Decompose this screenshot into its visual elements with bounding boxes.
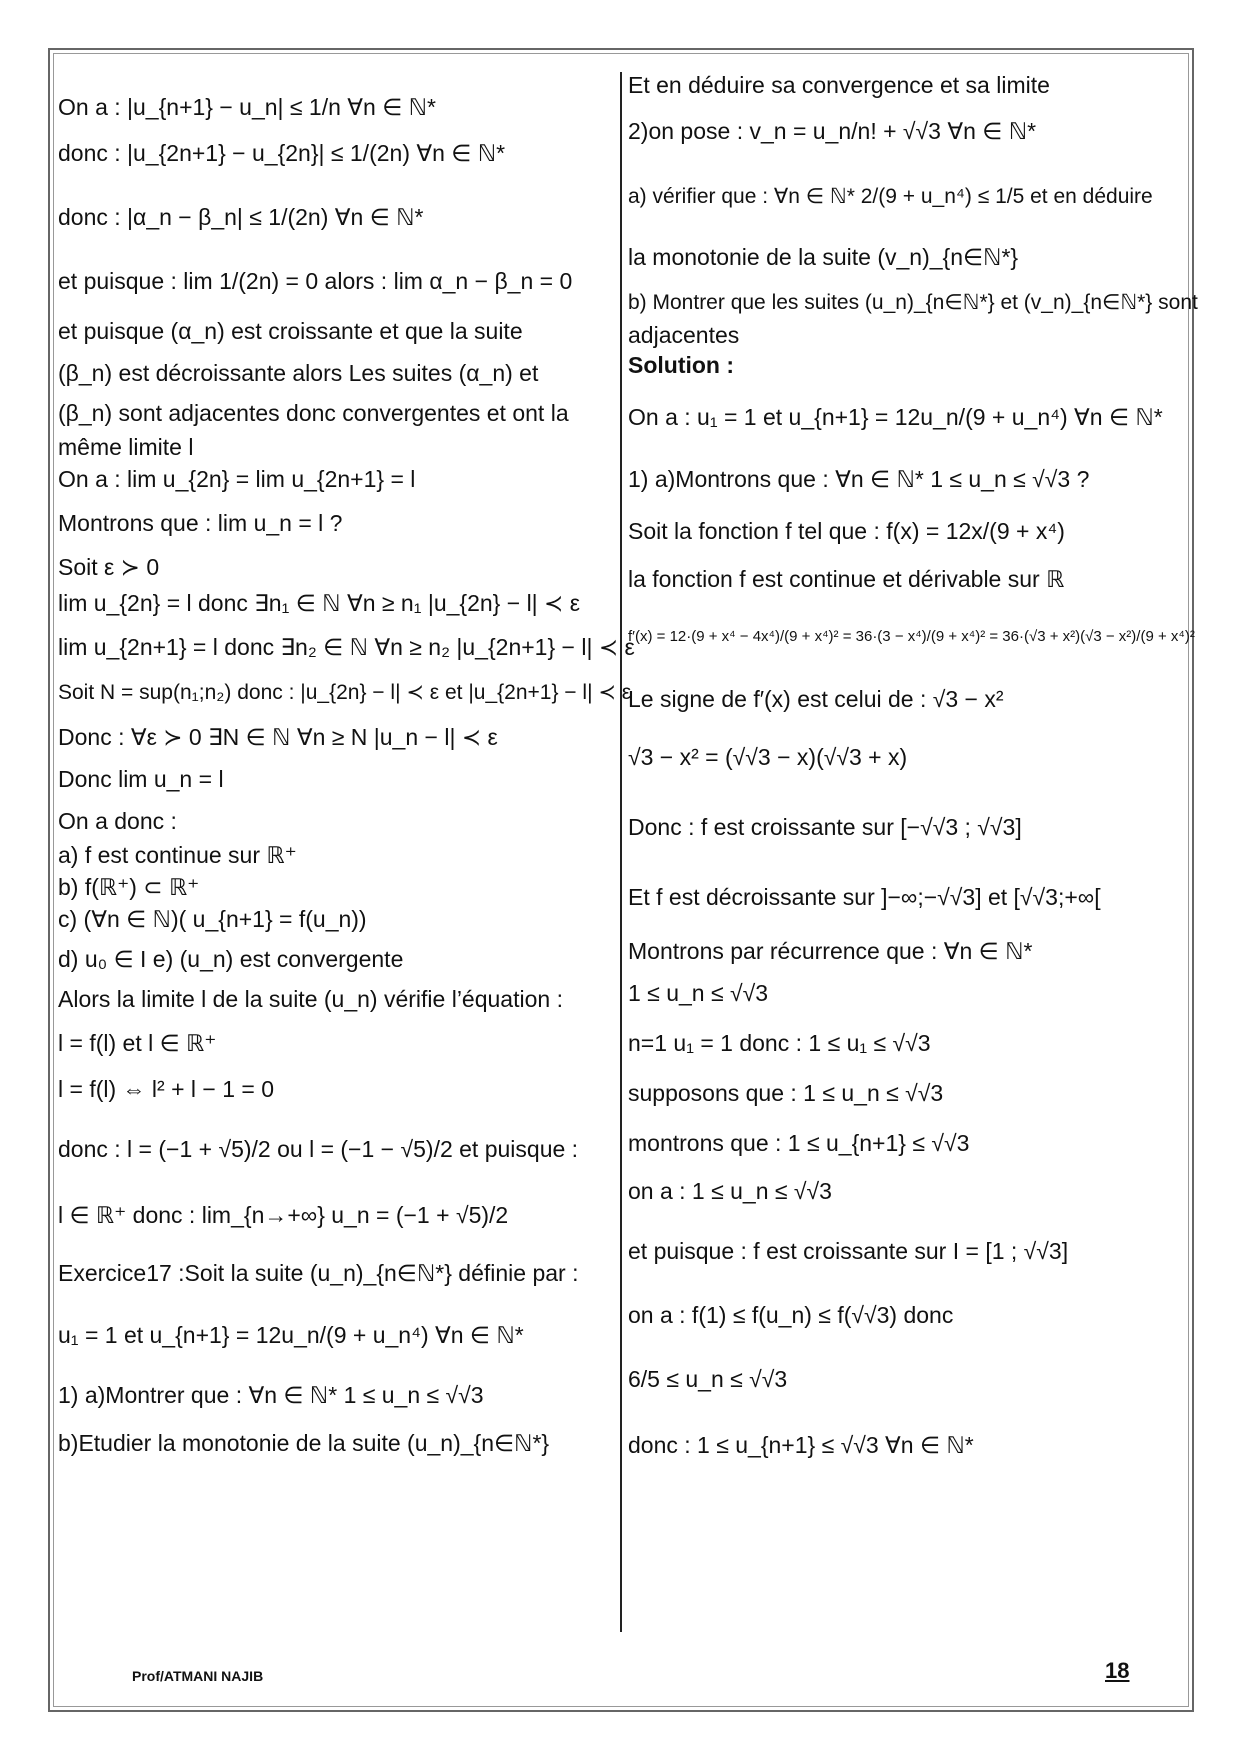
left-line-4: et puisque : lim 1/(2n) = 0 alors : lim α_n − β_n = 0 (58, 268, 573, 294)
right-line-20: supposons que : 1 ≤ u_n ≤ √√3 (628, 1080, 944, 1106)
left-line-15: Donc : ∀ε ≻ 0 ∃N ∈ ℕ ∀n ≥ N |u_n − l| ≺ ε (58, 724, 498, 750)
left-line-27: Exercice17 :Soit la suite (u_n)_{n∈ℕ*} définie par : (58, 1260, 579, 1286)
right-line-22: on a : 1 ≤ u_n ≤ √√3 (628, 1178, 832, 1204)
left-line-28: u₁ = 1 et u_{n+1} = 12u_n/(9 + u_n⁴) ∀n ∈ ℕ* (58, 1322, 524, 1348)
left-line-1: On a : |u_{n+1} − u_n| ≤ 1/n ∀n ∈ ℕ* (58, 94, 437, 120)
right-column (628, 70, 1198, 1460)
left-line-16: Donc lim u_n = l (58, 766, 224, 792)
right-line-17: Montrons par récurrence que : ∀n ∈ ℕ* (628, 938, 1033, 964)
right-line-3: a) vérifier que : ∀n ∈ ℕ* 2/(9 + u_n⁴) ≤ 1/5 et en déduire (628, 185, 1153, 208)
right-line-9: 1) a)Montrons que : ∀n ∈ ℕ* 1 ≤ u_n ≤ √√3 ? (628, 466, 1090, 492)
left-line-19: b) f(ℝ⁺) ⊂ ℝ⁺ (58, 874, 200, 900)
left-line-8: même limite l (58, 434, 194, 460)
left-line-6: (β_n) est décroissante alors Les suites (α_n) et (58, 360, 539, 386)
column-divider (620, 72, 622, 1632)
right-line-12: f′(x) = 12·(9 + x⁴ − 4x⁴)/(9 + x⁴)² = 36·(3 − x⁴)/(9 + x⁴)² = 36·(√3 + x²)(√3 − x²)/(9 + x⁴)² (628, 628, 1195, 645)
right-line-18: 1 ≤ u_n ≤ √√3 (628, 980, 769, 1006)
right-line-16: Et f est décroissante sur ]−∞;−√√3] et [√√3;+∞[ (628, 884, 1101, 910)
left-line-14: Soit N = sup(n₁;n₂) donc : |u_{2n} − l| ≺ ε et |u_{2n+1} − l| ≺ ε (58, 681, 632, 704)
right-line-24: on a : f(1) ≤ f(u_n) ≤ f(√√3) donc (628, 1302, 954, 1328)
left-line-9: On a : lim u_{2n} = lim u_{2n+1} = l (58, 466, 416, 492)
right-line-6: adjacentes (628, 322, 740, 348)
left-line-12: lim u_{2n} = l donc ∃n₁ ∈ ℕ ∀n ≥ n₁ |u_{2n} − l| ≺ ε (58, 590, 580, 616)
right-line-13: Le signe de f′(x) est celui de : √3 − x² (628, 686, 1004, 712)
right-line-15: Donc : f est croissante sur [−√√3 ; √√3] (628, 814, 1022, 840)
left-line-29: 1) a)Montrer que : ∀n ∈ ℕ* 1 ≤ u_n ≤ √√3 (58, 1382, 484, 1408)
left-line-18: a) f est continue sur ℝ⁺ (58, 842, 297, 868)
left-line-17: On a donc : (58, 808, 177, 834)
solution-heading: Solution : (628, 352, 735, 378)
left-line-23: l = f(l) et l ∈ ℝ⁺ (58, 1030, 217, 1056)
left-line-22: Alors la limite l de la suite (u_n) vérifie l’équation : (58, 986, 563, 1012)
right-line-14: √3 − x² = (√√3 − x)(√√3 + x) (628, 744, 908, 770)
left-line-3: donc : |α_n − β_n| ≤ 1/(2n) ∀n ∈ ℕ* (58, 204, 424, 230)
page-number: 18 (1105, 1658, 1130, 1683)
left-line-30: b)Etudier la monotonie de la suite (u_n)_{n∈ℕ*} (58, 1430, 550, 1456)
left-line-13: lim u_{2n+1} = l donc ∃n₂ ∈ ℕ ∀n ≥ n₂ |u_{2n+1} − l| ≺ ε (58, 634, 635, 660)
left-line-2: donc : |u_{2n+1} − u_{2n}| ≤ 1/(2n) ∀n ∈ ℕ* (58, 140, 506, 166)
left-line-20: c) (∀n ∈ ℕ)( u_{n+1} = f(u_n)) (58, 906, 367, 932)
footer-author: Prof/ATMANI NAJIB (132, 1668, 264, 1684)
right-line-2: 2)on pose : v_n = u_n/n! + √√3 ∀n ∈ ℕ* (628, 118, 1037, 144)
right-line-4: la monotonie de la suite (v_n)_{n∈ℕ*} (628, 244, 1019, 270)
left-column (58, 70, 635, 1458)
left-line-21: d) u₀ ∈ I e) (u_n) est convergente (58, 946, 404, 972)
right-line-25: 6/5 ≤ u_n ≤ √√3 (628, 1366, 788, 1392)
right-line-8: On a : u₁ = 1 et u_{n+1} = 12u_n/(9 + u_n⁴) ∀n ∈ ℕ* (628, 404, 1163, 430)
right-line-19: n=1 u₁ = 1 donc : 1 ≤ u₁ ≤ √√3 (628, 1030, 931, 1056)
left-line-24: l = f(l) ⇔ l² + l − 1 = 0 (58, 1076, 275, 1102)
left-line-7: (β_n) sont adjacentes donc convergentes et ont la (58, 400, 569, 426)
right-line-21: montrons que : 1 ≤ u_{n+1} ≤ √√3 (628, 1130, 970, 1156)
right-line-5: b) Montrer que les suites (u_n)_{n∈ℕ*} et (v_n)_{n∈ℕ*} sont (628, 291, 1198, 314)
right-line-26: donc : 1 ≤ u_{n+1} ≤ √√3 ∀n ∈ ℕ* (628, 1432, 974, 1458)
left-line-25: donc : l = (−1 + √5)/2 ou l = (−1 − √5)/2 et puisque : (58, 1136, 579, 1162)
left-line-5: et puisque (α_n) est croissante et que la suite (58, 318, 523, 344)
right-line-11: la fonction f est continue et dérivable sur ℝ (628, 566, 1065, 592)
right-line-23: et puisque : f est croissante sur I = [1 ; √√3] (628, 1238, 1069, 1264)
left-line-11: Soit ε ≻ 0 (58, 554, 160, 580)
right-line-1: Et en déduire sa convergence et sa limite (628, 72, 1050, 98)
left-line-10: Montrons que : lim u_n = l ? (58, 510, 343, 536)
right-line-10: Soit la fonction f tel que : f(x) = 12x/(9 + x⁴) (628, 518, 1065, 544)
left-line-26: l ∈ ℝ⁺ donc : lim_{n→+∞} u_n = (−1 + √5)/2 (58, 1202, 509, 1228)
